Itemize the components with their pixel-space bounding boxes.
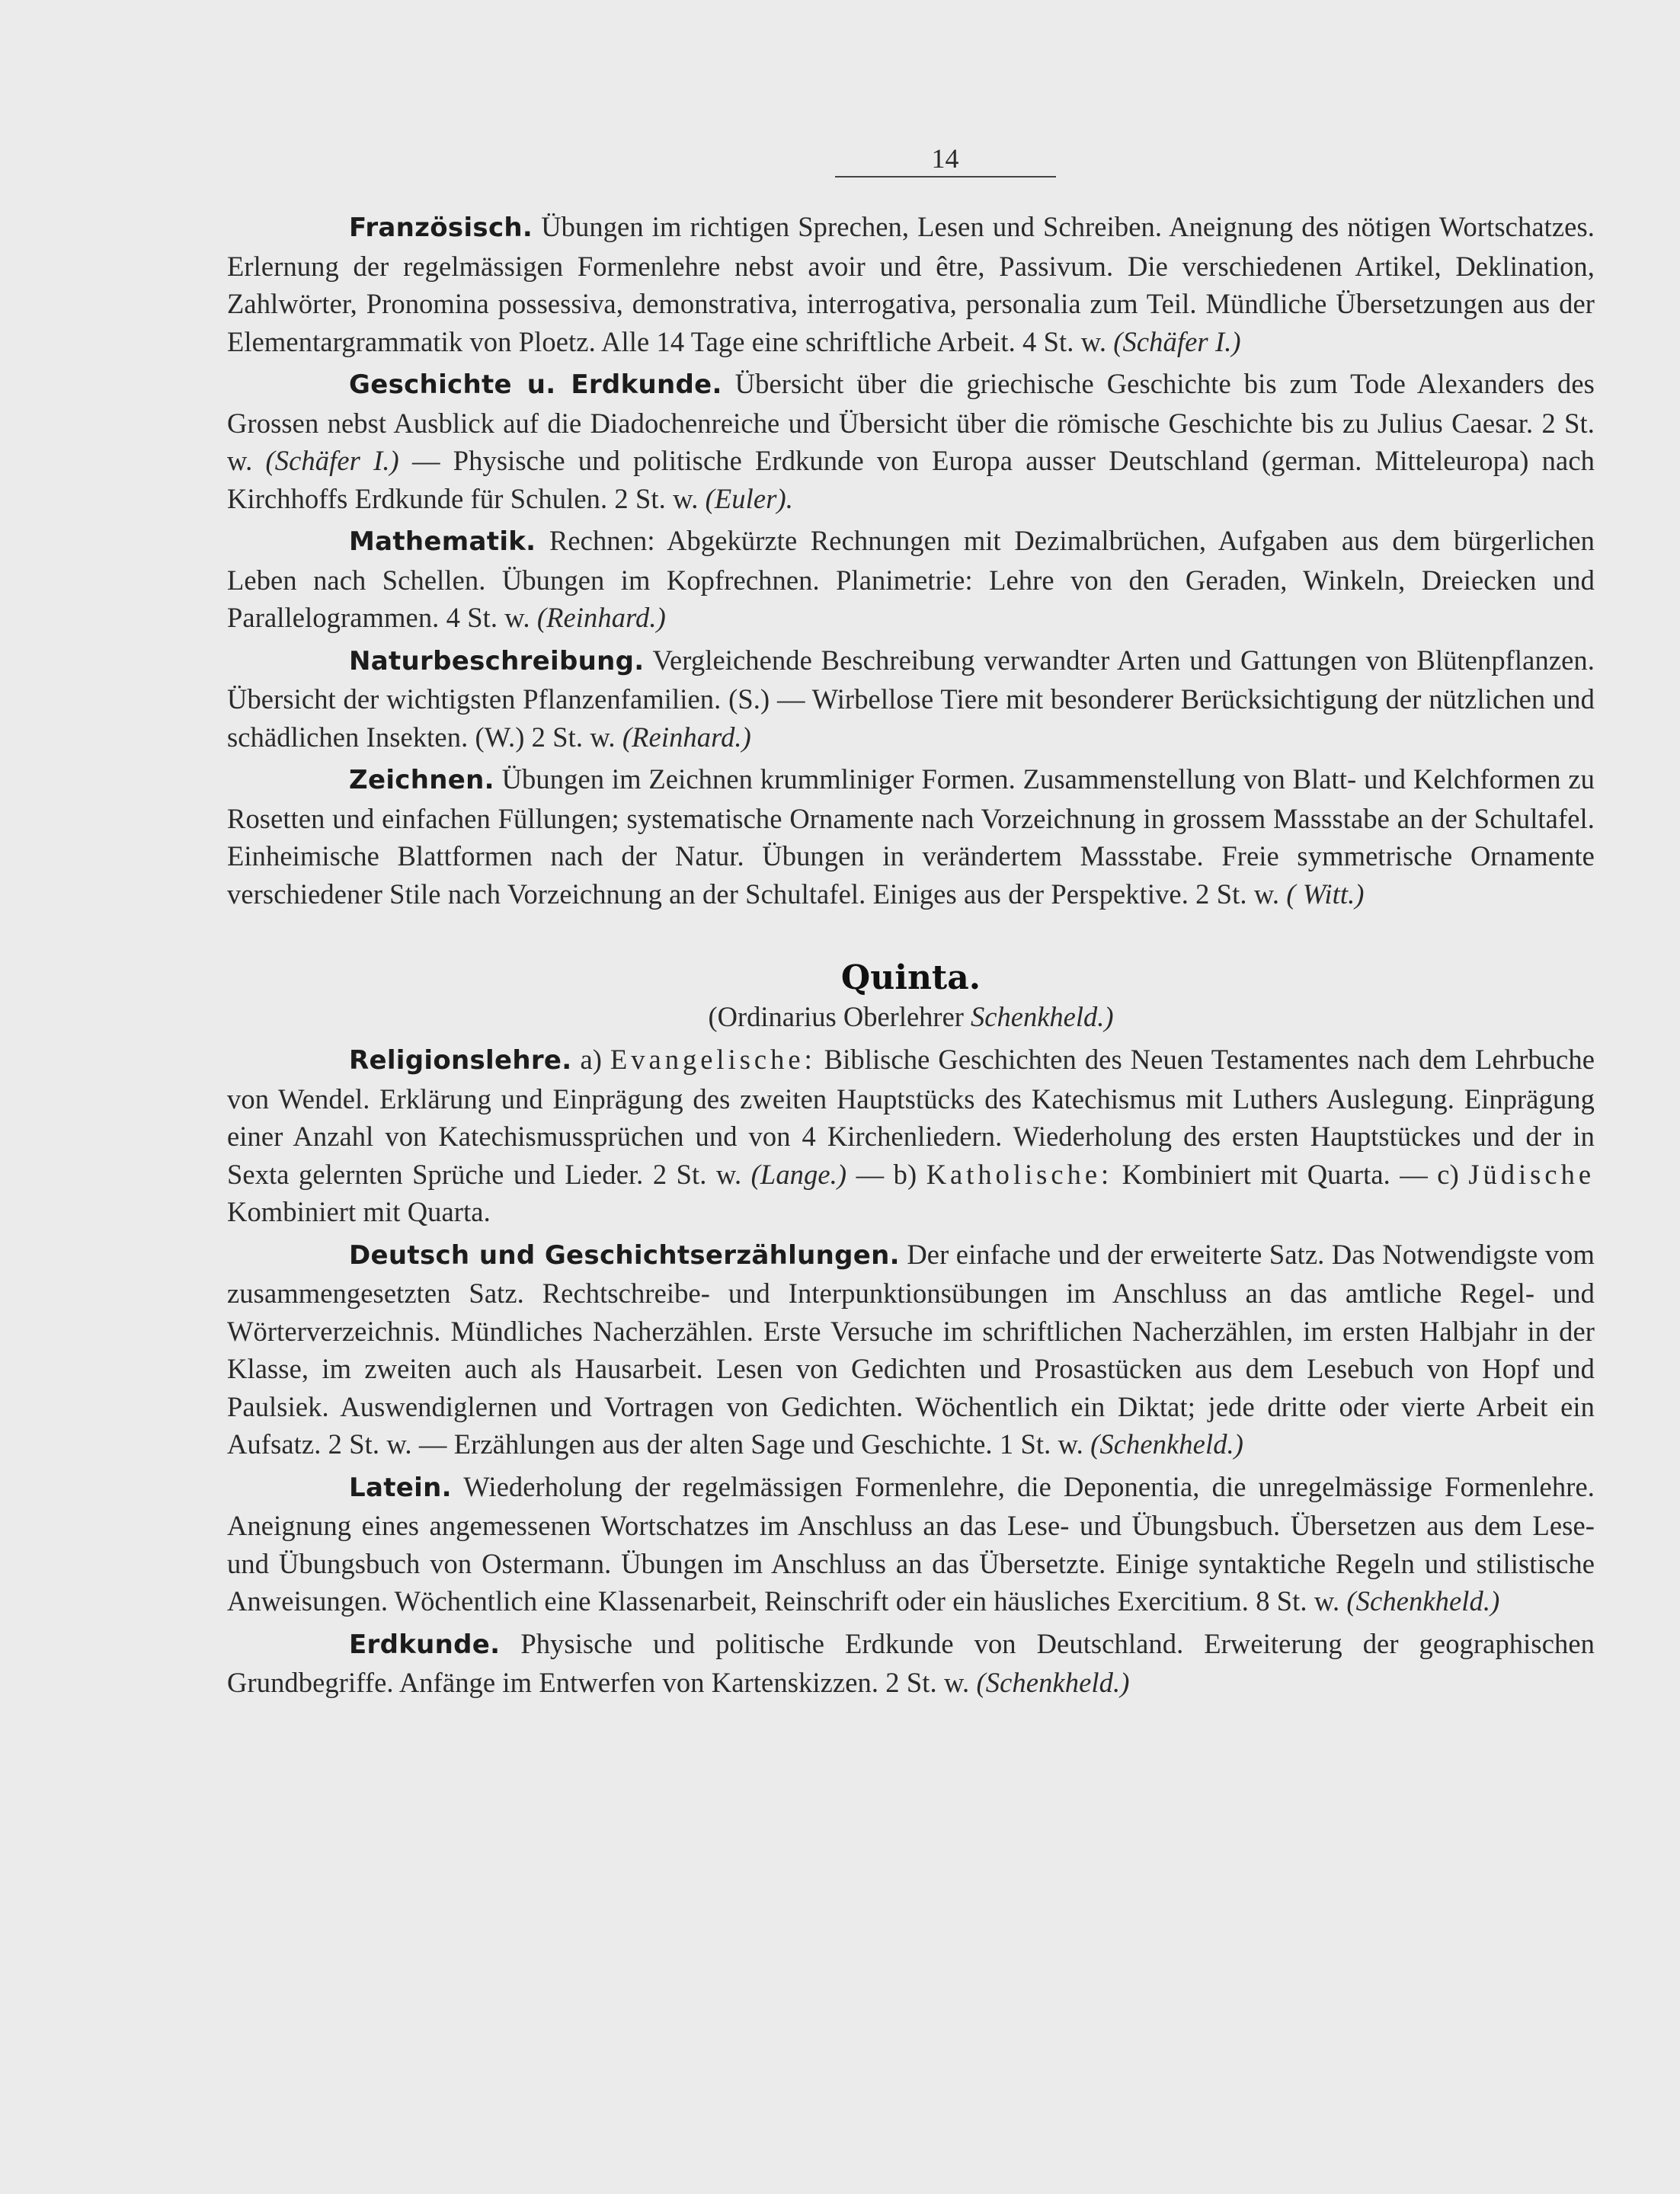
paragraph-text: Der einfache und der erweiterte Satz. Das Notwendigste vom zusammengesetzten Satz. Rechtschreibe- und Interpunktionsübungen im Anschluss an das amtliche Regel- und Wörterverzeichnis. Mündliches Nacherzählen. Erste Versuche im schriftlichen Nacherzählen, im ersten Halbjahr in der Klasse, im zweiten auch als Hausarbeit. Lesen von Gedichten und Prosastücken aus dem Lesebuch von Hopf und Paulsiek. Auswendiglernen und Vortragen von Gedichten. Wöchentlich ein Diktat; jede dritte oder vierte Arbeit ein Aufsatz. 2 St. w. — Erzählungen aus der alten Sage und Geschichte. 1 St. w.: [227, 1238, 1595, 1460]
teacher-name: (Reinhard.): [622, 721, 751, 753]
ordinarius-prefix: (Ordinarius Oberlehrer: [708, 1001, 964, 1032]
teacher-name: (Schenkheld.): [1346, 1585, 1500, 1617]
ordinarius-name: Schenkheld.): [971, 1001, 1114, 1032]
teacher-name-2: (Euler).: [705, 482, 793, 514]
teacher-name: (Reinhard.): [536, 602, 666, 633]
paragraph-text: Übungen im richtigen Sprechen, Lesen und Schreiben. Aneignung des nötigen Wortschatzes. Erlernung der regelmässigen Formenlehre nebst avoir und être, Passivum. Die verschiedenen Artikel, Deklination, Zahlwörter, Pronomina possessiva, demonstrativa, interrogativa, personalia zum Teil. Mündliche Übersetzungen aus der Elementargrammatik von Ploetz. Alle 14 Tage eine schriftliche Arbeit. 4 St. w.: [227, 211, 1595, 357]
subject-heading: Naturbeschreibung.: [349, 645, 645, 676]
teacher-name: (Schenkheld.): [1090, 1428, 1244, 1460]
subject-heading: Mathematik.: [349, 526, 536, 557]
paragraph-religionslehre: [227, 1041, 1595, 1231]
religion-b-label: Katholische:: [926, 1158, 1113, 1190]
paragraph-deutsch: [227, 1236, 1595, 1463]
paragraph-erdkunde: [227, 1625, 1595, 1702]
paragraph-text: Rechnen: Abgekürzte Rechnungen mit Dezimalbrüchen, Aufgaben aus dem bürgerlichen Leben nach Schellen. Übungen im Kopfrechnen. Planimetrie: Lehre von den Geraden, Winkeln, Dreiecken und Parallelogrammen. 4 St. w.: [227, 525, 1595, 633]
teacher-name: (Schäfer I.): [1113, 325, 1241, 357]
subject-heading: Erdkunde.: [349, 1629, 501, 1660]
section-ordinarius: [227, 998, 1595, 1036]
paragraph-text: Übersicht über die griechische Geschichte bis zum Tode Alexanders des Grossen nebst Ausblick auf die Diadochenreiche und Übersicht über die römische Geschichte bis zu Julius Caesar. 2 St. w.: [227, 368, 1595, 476]
religion-b-text: Kombiniert mit Quarta. — c): [1122, 1158, 1459, 1190]
subject-heading: Geschichte u. Erdkunde.: [349, 369, 722, 400]
teacher-name: (Schenkheld.): [976, 1667, 1130, 1698]
religion-c-label: Jüdische: [1468, 1158, 1595, 1190]
paragraph-franzoesisch: [227, 208, 1595, 360]
subject-heading: Zeichnen.: [349, 765, 494, 795]
subject-heading: Deutsch und Geschichtserzählungen.: [349, 1239, 900, 1271]
religion-a-text: Biblische Geschichten des Neuen Testamentes nach dem Lehrbuche von Wendel. Erklärung und Einprägung des zweiten Hauptstücks des Katechismus mit Luthers Auslegung. Einprägung einer Anzahl von Katechismussprüchen und von 4 Kirchenliedern. Wiederholung des ersten Hauptstückes und der in Sexta gelernten Sprüche und Lieder. 2 St. w.: [227, 1044, 1595, 1190]
teacher-name: ( Witt.): [1286, 878, 1365, 910]
paragraph-text: Übungen im Zeichnen krummliniger Formen. Zusammenstellung von Blatt- und Kelchformen zu Rosetten und einfachen Füllungen; systematische Ornamente nach Vorzeichnung in grossem Massstabe an der Schultafel. Einheimische Blattformen nach der Natur. Übungen in verändertem Massstabe. Freie symmetrische Ornamente verschiedener Stile nach Vorzeichnung an der Schultafel. Einiges aus der Perspektive. 2 St. w.: [227, 763, 1595, 910]
religion-b-prefix: — b): [856, 1158, 917, 1190]
section-title-quinta: Quinta.: [840, 958, 981, 997]
page-header: [227, 141, 1595, 178]
paragraph-text: Vergleichende Beschreibung verwandter Arten und Gattungen von Blütenpflanzen. Übersicht der wichtigsten Pflanzenfamilien. (S.) — Wirbellose Tiere mit besonderer Berücksichtigung der nützlichen und schädlichen Insekten. (W.) 2 St. w.: [227, 644, 1595, 753]
paragraph-text: Physische und politische Erdkunde von Deutschland. Erweiterung der geographischen Grundbegriffe. Anfänge im Entwerfen von Kartenskizzen. 2 St. w.: [227, 1627, 1595, 1698]
subject-heading: Religionslehre.: [349, 1045, 572, 1076]
page-number: 14: [835, 141, 1056, 178]
subject-heading: Latein.: [349, 1472, 452, 1503]
paragraph-latein: [227, 1468, 1595, 1620]
paragraph-text-continued: — Physische und politische Erdkunde von Europa ausser Deutschland (german. Mitteleuropa) nach Kirchhoffs Erdkunde für Schulen. 2 St. w.: [227, 445, 1595, 514]
religion-a-prefix: a): [580, 1044, 603, 1075]
paragraph-naturbeschreibung: [227, 641, 1595, 756]
religion-c-text: Kombiniert mit Quarta.: [227, 1196, 491, 1227]
teacher-name: (Schäfer I.): [265, 445, 399, 476]
paragraph-geschichte-erdkunde: [227, 365, 1595, 517]
paragraph-mathematik: [227, 522, 1595, 637]
subject-heading: Französisch.: [349, 213, 533, 243]
paragraph-text: Wiederholung der regelmässigen Formenlehre, die Deponentia, die unregelmässige Formenlehre. Aneignung eines angemessenen Wortschatzes im Anschluss an das Lese- und Übungsbuch. Übersetzen aus dem Lese- und Übungsbuch von Ostermann. Übungen im Anschluss an das Übersetzte. Einige syntaktiche Regeln und stilistische Anweisungen. Wöchentlich eine Klassenarbeit, Reinschrift oder ein häusliches Exercitium. 8 St. w.: [227, 1470, 1595, 1617]
paragraph-zeichnen: [227, 760, 1595, 913]
teacher-name: (Lange.): [750, 1158, 847, 1190]
document-page: [227, 141, 1595, 1706]
religion-a-label: Evangelische:: [610, 1044, 816, 1075]
